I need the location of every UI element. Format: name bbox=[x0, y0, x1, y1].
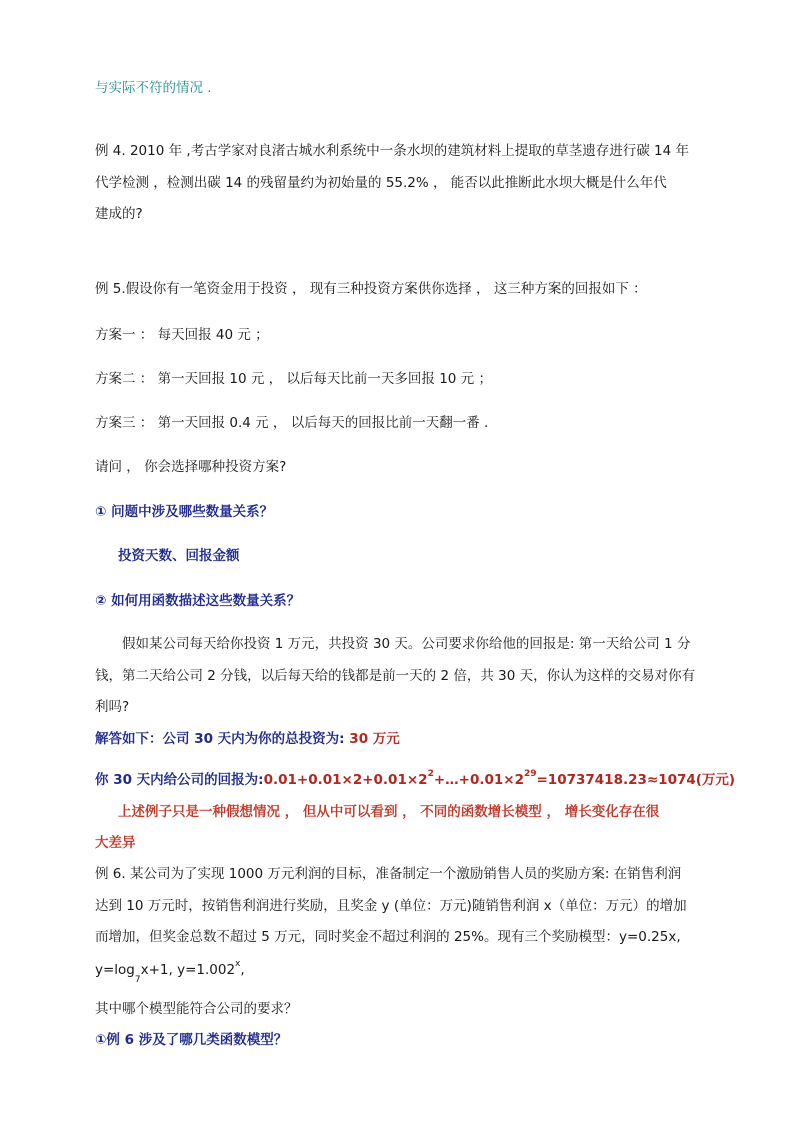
return-exponent-29: 29 bbox=[523, 769, 537, 779]
example-6-line-3: 而增加，但奖金总数不超过 5 万元，同时奖金不超过利润的 25%。现有三个奖励模型：y=0.25x, bbox=[95, 929, 681, 945]
answer-line bbox=[95, 729, 400, 749]
example-6-line-5: 其中哪个模型能符合公司的要求？ bbox=[95, 1001, 298, 1017]
log-base: 7 bbox=[134, 975, 141, 985]
sub-question-3: ①例 6 涉及了哪几类函数模型？ bbox=[95, 1032, 288, 1048]
example-6-line-2: 达到 10 万元时，按销售利润进行奖励，且奖金 y (单位：万元)随销售利润 x（单位：万元）的增加 bbox=[95, 898, 687, 914]
answer-value: 30 万元 bbox=[349, 731, 400, 747]
plan-3: 方案三 ： 第一天回报 0.4 元 ， 以后每天的回报比前一天翻一番 . bbox=[95, 415, 489, 431]
return-exponent-2: 2 bbox=[427, 769, 434, 779]
sub-question-2: ② 如何用函数描述这些数量关系？ bbox=[95, 593, 301, 609]
model-end: , bbox=[240, 962, 245, 978]
hypothesis-line-1: 假如某公司每天给你投资 1 万元，共投资 30 天。公司要求你给他的回报是: 第一天给公司 1 分 bbox=[122, 636, 691, 652]
question-line: 请问 ， 你会选择哪种投资方案? bbox=[95, 459, 287, 475]
example-5-line: 例 5.假设你有一笔资金用于投资 ， 现有三种投资方案供你选择 ， 这三种方案的回报如下 ： bbox=[95, 281, 647, 297]
model-log-prefix: y=log bbox=[95, 962, 135, 978]
return-expression-b: +…+0.01×2 bbox=[433, 772, 524, 788]
sub-question-1: ① 问题中涉及哪些数量关系？ bbox=[95, 504, 274, 520]
return-line bbox=[95, 770, 735, 792]
example-4-line-2: 代学检测 ，检测出碳 14 的残留量约为初始量的 55.2% ， 能否以此推断此水坝大概是什么年代 bbox=[95, 175, 667, 191]
sub-answer-1: 投资天数、回报金额 bbox=[118, 548, 240, 564]
return-expression-c: =10737418.23≈1074(万元) bbox=[536, 772, 736, 788]
example-4-line-1: 例 4. 2010 年 ,考古学家对良渚古城水利系统中一条水坝的建筑材料上提取的草茎遗存进行碳 14 年 bbox=[95, 143, 689, 159]
conclusion-line-1: 上述例子只是一种假想情况 ， 但从中可以看到 ， 不同的函数增长模型 ， 增长变化存在很 bbox=[118, 804, 660, 820]
return-expression-a: 0.01+0.01×2+0.01×2 bbox=[263, 772, 428, 788]
exponent-x: x bbox=[235, 959, 241, 969]
answer-label: 解答如下：公司 30 天内为你的总投资为: bbox=[95, 731, 350, 747]
plan-1: 方案一 ： 每天回报 40 元 ； bbox=[95, 327, 269, 343]
example-4-line-3: 建成的? bbox=[95, 206, 143, 222]
conclusion-line-2: 大差异 bbox=[95, 835, 136, 851]
plan-2: 方案二 ： 第一天回报 10 元 ， 以后每天比前一天多回报 10 元 ； bbox=[95, 371, 492, 387]
intro-line: 与实际不符的情况 . bbox=[95, 80, 212, 96]
return-label: 你 30 天内给公司的回报为: bbox=[95, 772, 264, 788]
hypothesis-line-2: 钱，第二天给公司 2 分钱，以后每天给的钱都是前一天的 2 倍，共 30 天，你认为这样的交易对你有 bbox=[95, 668, 696, 684]
model-log-rest: x+1, y=1.002 bbox=[140, 962, 236, 978]
hypothesis-line-3: 利吗? bbox=[95, 699, 130, 715]
example-6-line-4 bbox=[95, 959, 245, 985]
example-6-line-1: 例 6. 某公司为了实现 1000 万元利润的目标，准备制定一个激励销售人员的奖励方案: 在销售利润 bbox=[95, 866, 682, 882]
